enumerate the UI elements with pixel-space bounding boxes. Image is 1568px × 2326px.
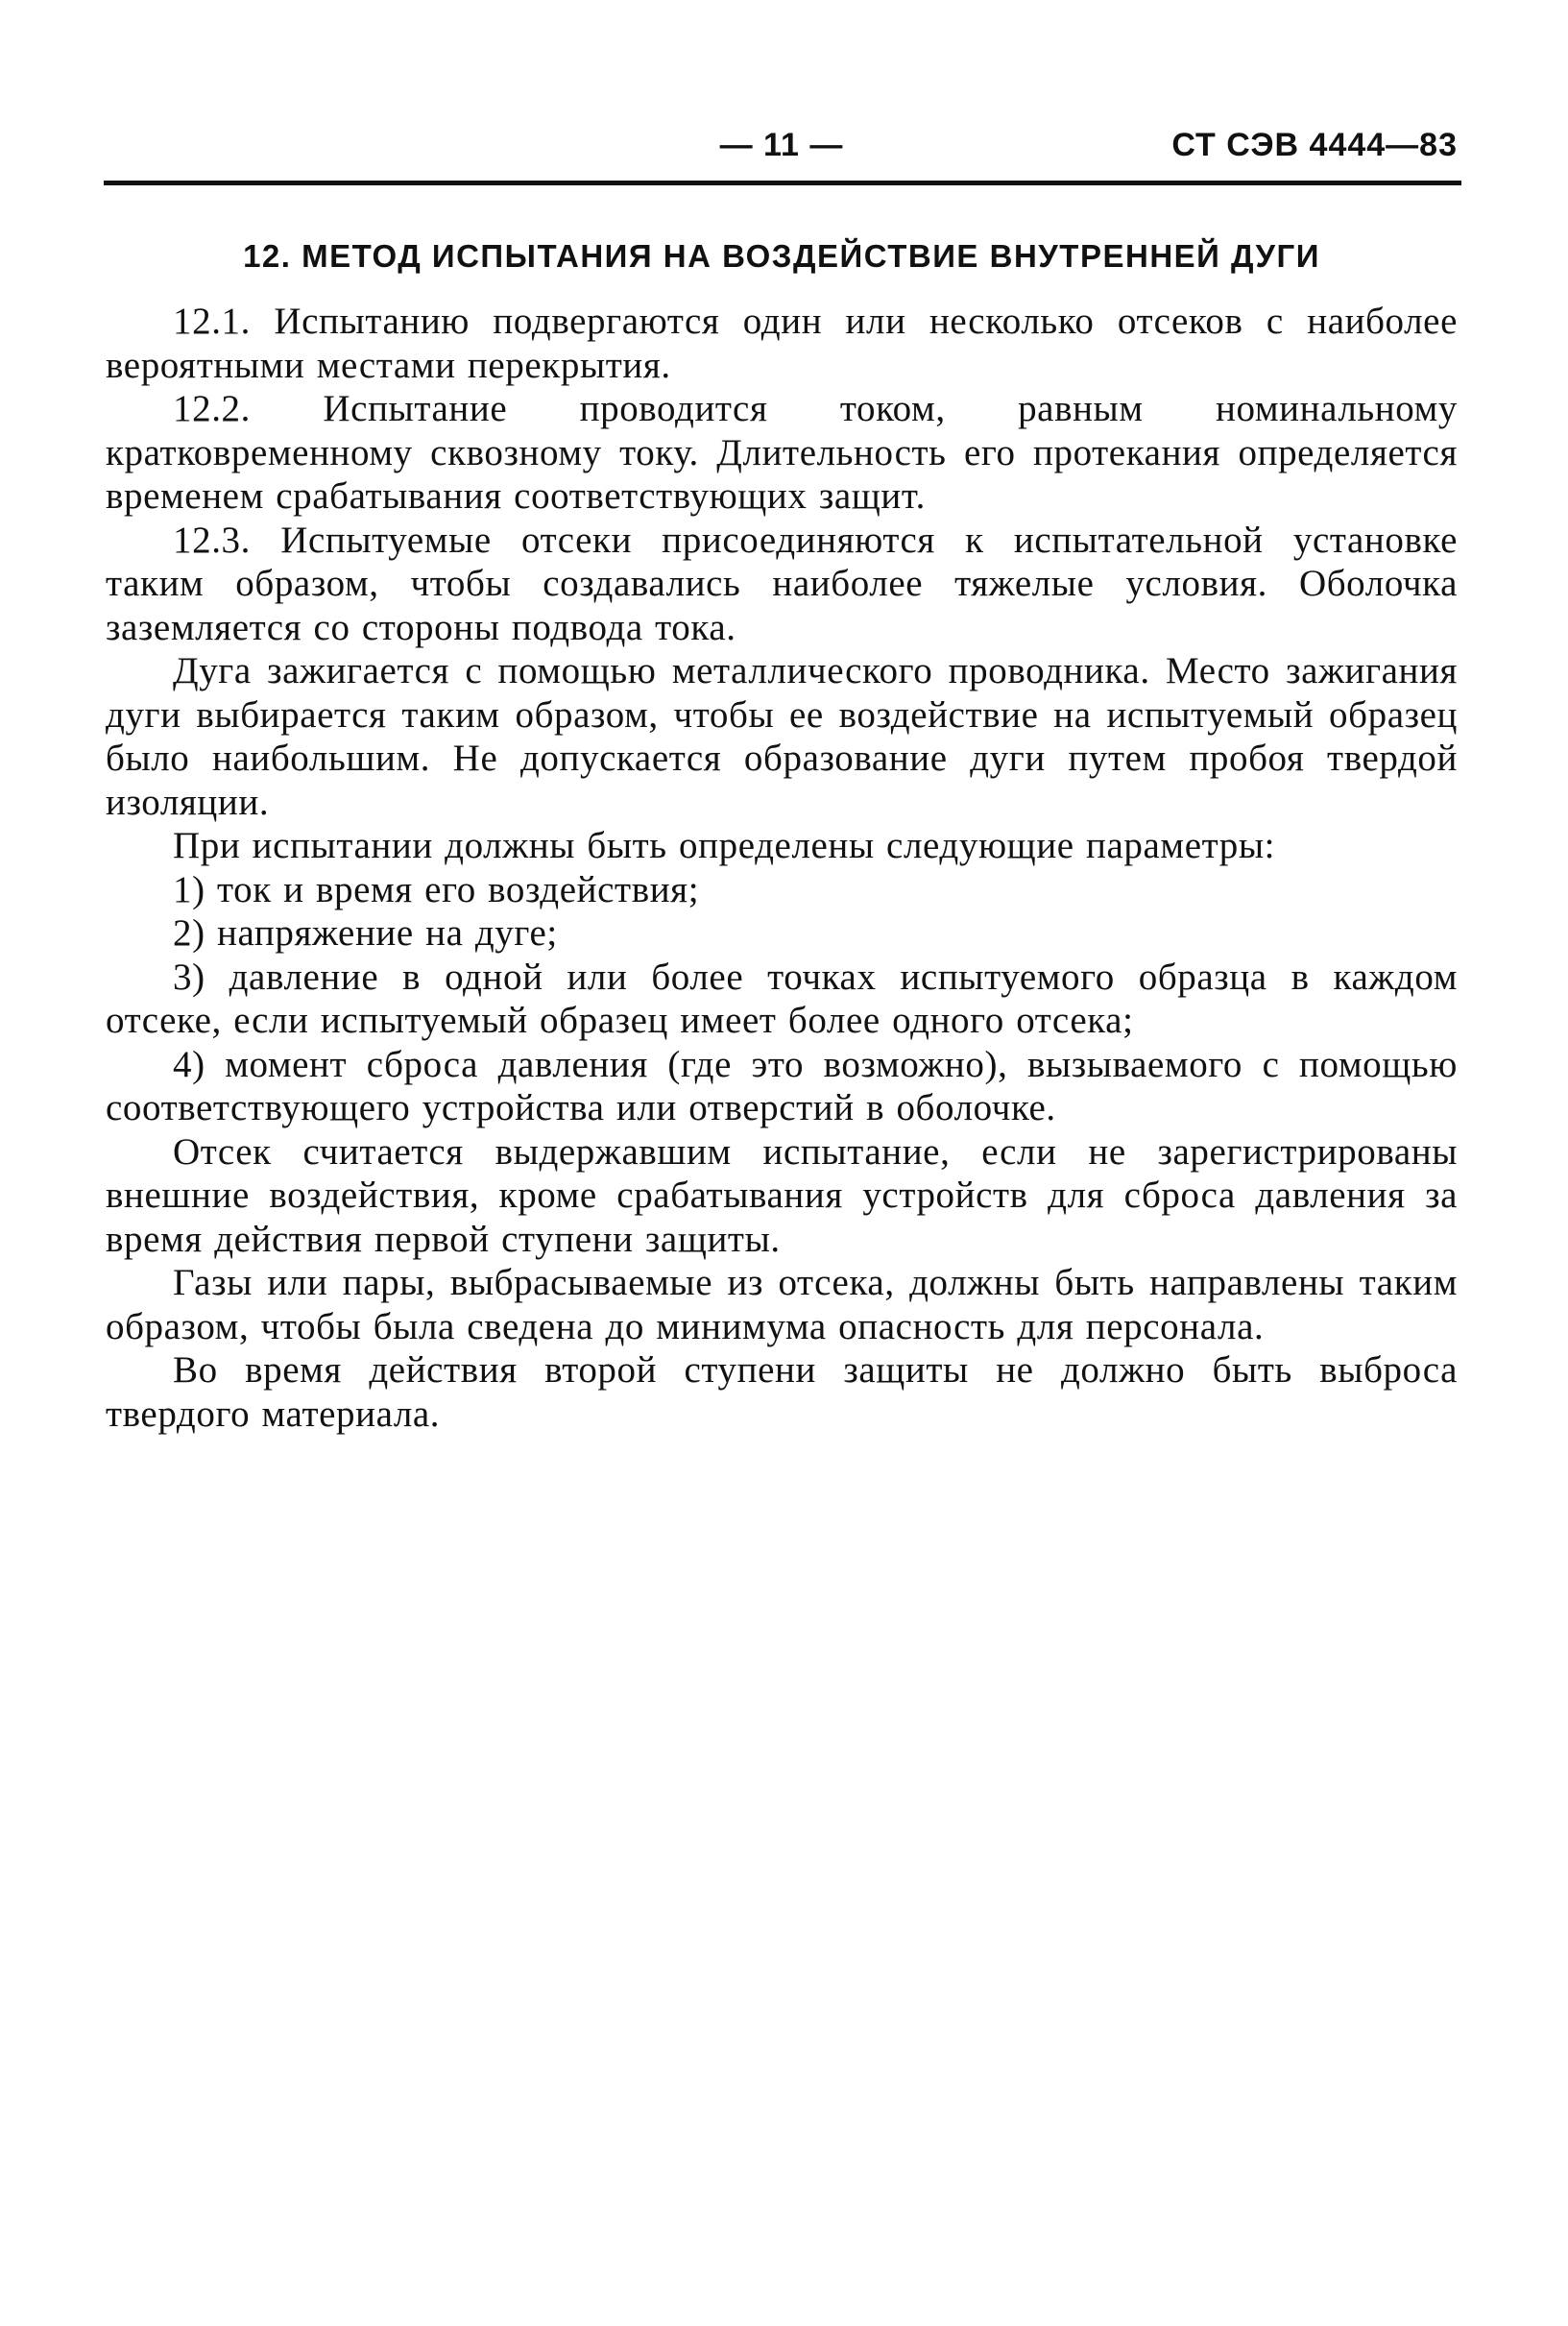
section-title: 12. МЕТОД ИСПЫТАНИЯ НА ВОЗДЕЙСТВИЕ ВНУТРЕННЕЙ ДУГИ xyxy=(243,238,1320,274)
page-number: — 11 — xyxy=(719,127,844,163)
paragraph-arc-ignition: Дуга зажигается с помощью металлического проводника. Место зажигания дуги выбирается таким образом, чтобы ее воздействие на испытуемый образец было наибольшим. Не допускается образование дуги путем пробоя твердой изоляции. xyxy=(106,650,1458,823)
paragraph-second-stage: Во время действия второй ступени защиты не должно быть выброса твердого материала. xyxy=(106,1349,1458,1435)
paragraph-gases-direction: Газы или пары, выбрасываемые из отсека, должны быть направлены таким образом, чтобы была сведена до минимума опасность для персонала. xyxy=(106,1262,1458,1347)
list-item-4: 4) момент сброса давления (где это возможно), вызываемого с помощью соответствующего устройства или отверстий в оболочке. xyxy=(106,1043,1458,1128)
paragraph-parameters-intro: При испытании должны быть определены следующие параметры: xyxy=(173,825,1276,866)
list-item-1: 1) ток и время его воздействия; xyxy=(173,868,700,910)
list-item-3: 3) давление в одной или более точках испытуемого образца в каждом отсеке, если испытуемый образец имеет более одного отсека; xyxy=(106,956,1458,1041)
list-item-2: 2) напряжение на дуге; xyxy=(173,912,558,954)
paragraph-pass-criteria: Отсек считается выдержавшим испытание, если не зарегистрированы внешние воздействия, кроме срабатывания устройств для сброса давления за время действия первой ступени защиты. xyxy=(106,1130,1458,1260)
section-body xyxy=(106,300,1458,1436)
document-code: СТ СЭВ 4444—83 xyxy=(1171,127,1458,163)
page-header xyxy=(106,127,1458,184)
paragraph-12-2: 12.2. Испытание проводится током, равным номинальному кратковременному сквозному току. Длительность его протекания определяется временем срабатывания соответствующих защит. xyxy=(106,388,1458,517)
paragraph-12-3: 12.3. Испытуемые отсеки присоединяются к испытательной установке таким образом, чтобы создавались наиболее тяжелые условия. Оболочка заземляется со стороны подвода тока. xyxy=(106,519,1458,648)
paragraph-12-1: 12.1. Испытанию подвергаются один или несколько отсеков с наиболее вероятными местами перекрытия. xyxy=(106,301,1458,386)
header-divider xyxy=(104,181,1461,185)
